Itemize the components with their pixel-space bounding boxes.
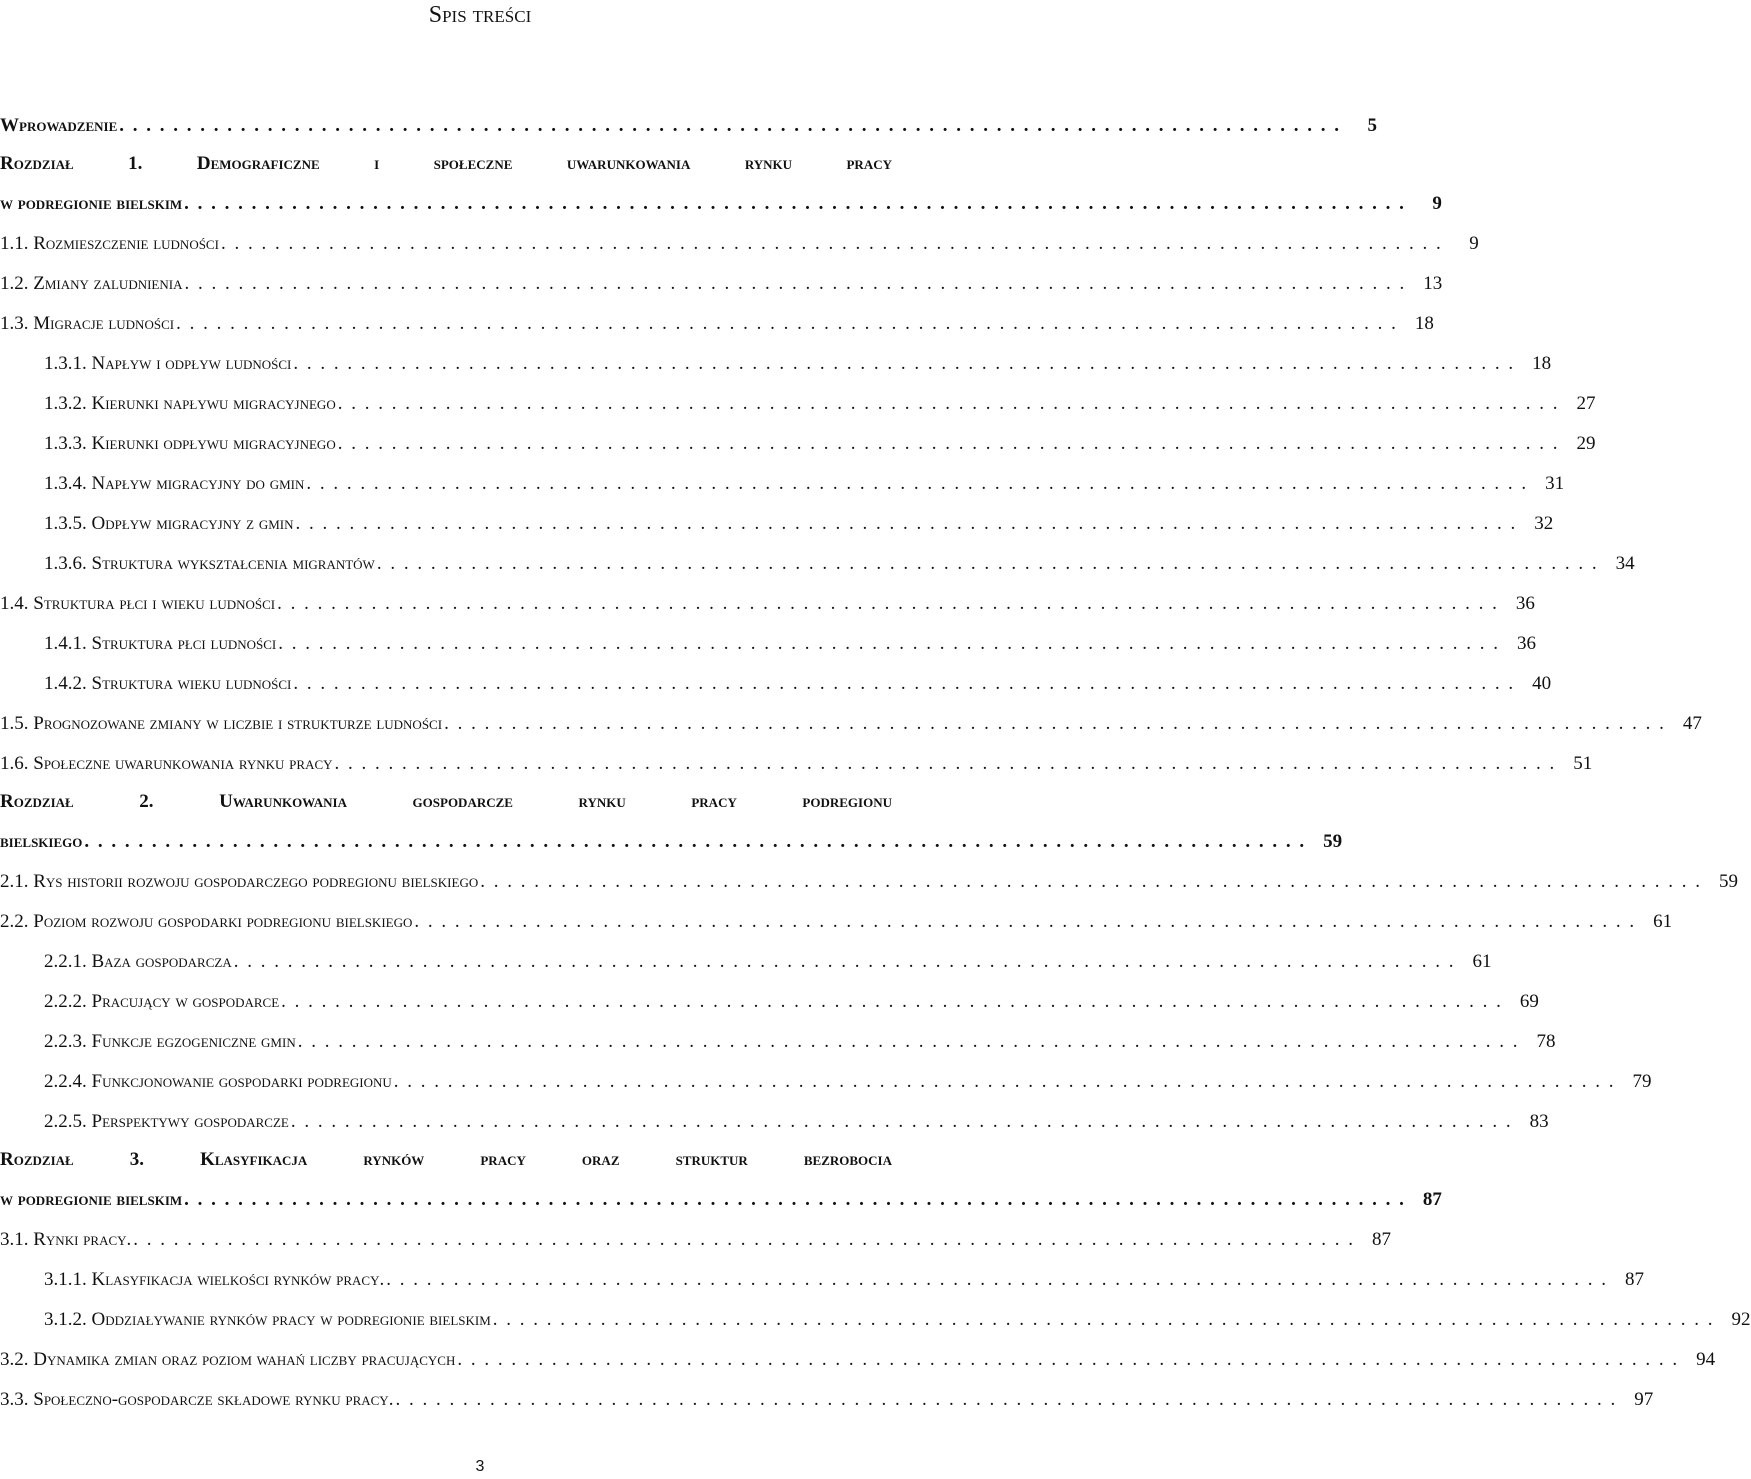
toc-entry[interactable] [0,870,1738,894]
toc-entry-page: 13 [1423,273,1443,294]
toc-entry-page: 27 [1576,393,1596,414]
toc-entry-page: 34 [1615,553,1635,574]
toc-entry-page: 9 [1469,233,1479,254]
toc-entry[interactable] [0,312,1434,336]
dot-leader [414,910,1636,934]
toc-entry-label: 2.2.3. Funkcje egzogeniczne gmin [44,1031,296,1052]
toc-entry-label: 3.3. Społeczno-gospodarcze składowe rynku pracy. [0,1389,394,1410]
toc-entry-label: 1.3.6. Struktura wykształcenia migrantów [44,553,375,574]
toc-entry[interactable] [0,592,1535,616]
toc-entry[interactable] [0,352,1552,376]
toc-entry[interactable] [0,512,1554,536]
toc-entry-label: 1.4. Struktura płci i wieku ludności [0,593,276,614]
toc-entry[interactable] [0,392,1596,416]
dot-leader [234,950,1456,974]
toc-entry-page: 61 [1653,911,1673,932]
toc-entry-page: 92 [1731,1309,1751,1330]
toc-entry-page: 61 [1472,951,1492,972]
toc-entry-page: 87 [1624,1269,1644,1290]
dot-leader [394,1070,1616,1094]
toc-entry-label: 1.3.1. Napływ i odpływ ludności [44,353,292,374]
dot-leader [444,712,1666,736]
toc-entry-page: 51 [1573,753,1593,774]
dot-leader [296,512,1518,536]
dot-leader [277,592,1499,616]
toc-entry[interactable] [0,232,1479,256]
toc-entry-page: 36 [1515,593,1535,614]
toc-entry[interactable] [0,632,1536,656]
toc-entry-page: 40 [1532,673,1552,694]
dot-leader [119,114,1341,138]
toc-entry-label: 3.1.2. Oddziaływanie rynków pracy w podregionie bielskim [44,1309,491,1330]
dot-leader [457,1348,1679,1372]
toc-entry-label: Wprowadzenie [0,115,118,136]
toc-entry-label: 3.1.1. Klasyfikacja wielkości rynków pracy. [44,1269,385,1290]
dot-leader [291,1110,1513,1134]
toc-entry-label: 1.6. Społeczne uwarunkowania rynku pracy [0,753,333,774]
toc-entry-label: 2.2.5. Perspektywy gospodarcze [44,1111,289,1132]
toc-entry[interactable] [0,432,1596,456]
toc-entry-label: 2.2.1. Baza gospodarcza [44,951,232,972]
page-title: Spis treści [428,2,532,28]
toc-chapter-heading: Rozdział 3. Klasyfikacja rynków pracy oraz struktur bezrobocia [0,1149,892,1170]
toc-entry-label: w podregionie bielskim [0,193,183,214]
toc-entry[interactable] [0,910,1673,934]
toc-entry-label: w podregionie bielskim [0,1189,183,1210]
toc-entry-page: 79 [1632,1071,1652,1092]
toc-entry[interactable] [0,1308,1751,1332]
dot-leader [395,1388,1617,1412]
dot-leader [221,232,1443,256]
toc-entry-page: 18 [1532,353,1552,374]
toc-entry[interactable] [0,752,1593,776]
toc-entry-page: 5 [1367,115,1377,136]
dot-leader [133,1228,1355,1252]
dot-leader [281,990,1503,1014]
toc-entry[interactable] [0,990,1539,1014]
toc-entry-label: 2.2. Poziom rozwoju gospodarki podregionu bielskiego [0,911,413,932]
toc-entry-page: 87 [1372,1229,1392,1250]
toc-chapter-heading: Rozdział 1. Demograficzne i społeczne uwarunkowania rynku pracy [0,153,892,174]
toc-entry-page: 59 [1718,871,1738,892]
toc-entry-label: 1.1. Rozmieszczenie ludności [0,233,219,254]
toc-entry-page: 97 [1634,1389,1654,1410]
toc-entry-label: 3.1. Rynki pracy. [0,1229,132,1250]
toc-entry-label: 3.2. Dynamika zmian oraz poziom wahań liczby pracujących [0,1349,456,1370]
toc-entry-page: 32 [1534,513,1554,534]
toc-entry[interactable] [0,1070,1652,1094]
dot-leader [176,312,1398,336]
dot-leader [184,272,1406,296]
dot-leader [306,472,1528,496]
toc-entry-label: 1.4.1. Struktura płci ludności [44,633,277,654]
toc-entry[interactable] [0,1348,1716,1372]
dot-leader [184,192,1406,216]
toc-chapter-heading: Rozdział 2. Uwarunkowania gospodarcze rynku pracy podregionu [0,791,892,812]
toc-entry-label: 1.3. Migracje ludności [0,313,175,334]
dot-leader [338,432,1560,456]
toc-entry-label: 1.2. Zmiany zaludnienia [0,273,183,294]
toc-chapter-entry[interactable] [0,1148,1442,1212]
dot-leader [386,1268,1608,1292]
toc-entry[interactable] [0,950,1492,974]
toc-entry[interactable] [0,712,1702,736]
toc-entry-label: 1.3.5. Odpływ migracyjny z gmin [44,513,294,534]
toc-entry-page: 36 [1517,633,1536,654]
dot-leader [335,752,1557,776]
toc-entry-page: 94 [1696,1349,1716,1370]
dot-leader [338,392,1560,416]
toc-entry[interactable] [0,1228,1392,1252]
toc-entry-label: 2.2.4. Funkcjonowanie gospodarki podregionu [44,1071,392,1092]
toc-entry-label: 1.3.2. Kierunki napływu migracyjnego [44,393,336,414]
toc-chapter-entry[interactable] [0,152,1442,216]
toc-entry-page: 78 [1536,1031,1556,1052]
toc-entry[interactable] [0,1388,1654,1412]
toc-entry[interactable] [0,672,1552,696]
toc-entry[interactable] [0,114,1377,138]
toc-entry[interactable] [0,272,1443,296]
dot-leader [298,1030,1520,1054]
toc-entry-label: 1.3.3. Kierunki odpływu migracyjnego [44,433,336,454]
toc-chapter-entry[interactable] [0,790,1343,854]
toc-entry-page: 47 [1682,713,1702,734]
page-number: 3 [475,1458,485,1475]
dot-leader [184,1188,1406,1212]
toc-entry-label: bielskiego [0,831,83,852]
dot-leader [377,552,1599,576]
toc-entry[interactable] [0,472,1565,496]
dot-leader [278,632,1500,656]
toc-entry-label: 1.4.2. Struktura wieku ludności [44,673,292,694]
toc-entry-page: 59 [1323,831,1343,852]
toc-entry-label: 2.1. Rys historii rozwoju gospodarczego podregionu bielskiego [0,871,479,892]
dot-leader [480,870,1702,894]
dot-leader [84,830,1306,854]
toc-entry-page: 83 [1529,1111,1549,1132]
toc-entry-page: 18 [1414,313,1434,334]
toc-entry-label: 1.3.4. Napływ migracyjny do gmin [44,473,305,494]
toc-entry[interactable] [0,1030,1556,1054]
dot-leader [293,672,1515,696]
toc-entry-label: 1.5. Prognozowane zmiany w liczbie i strukturze ludności [0,713,443,734]
toc-entry-page: 87 [1422,1189,1442,1210]
dot-leader [293,352,1515,376]
toc-entry-page: 31 [1545,473,1565,494]
toc-entry[interactable] [0,1268,1644,1292]
toc-entry[interactable] [0,552,1635,576]
toc-entry-page: 29 [1576,433,1596,454]
toc-entry-page: 9 [1432,193,1442,214]
dot-leader [493,1308,1715,1332]
toc-entry-label: 2.2.2. Pracujący w gospodarce [44,991,280,1012]
toc-entry-page: 69 [1519,991,1539,1012]
toc-entry[interactable] [0,1110,1549,1134]
